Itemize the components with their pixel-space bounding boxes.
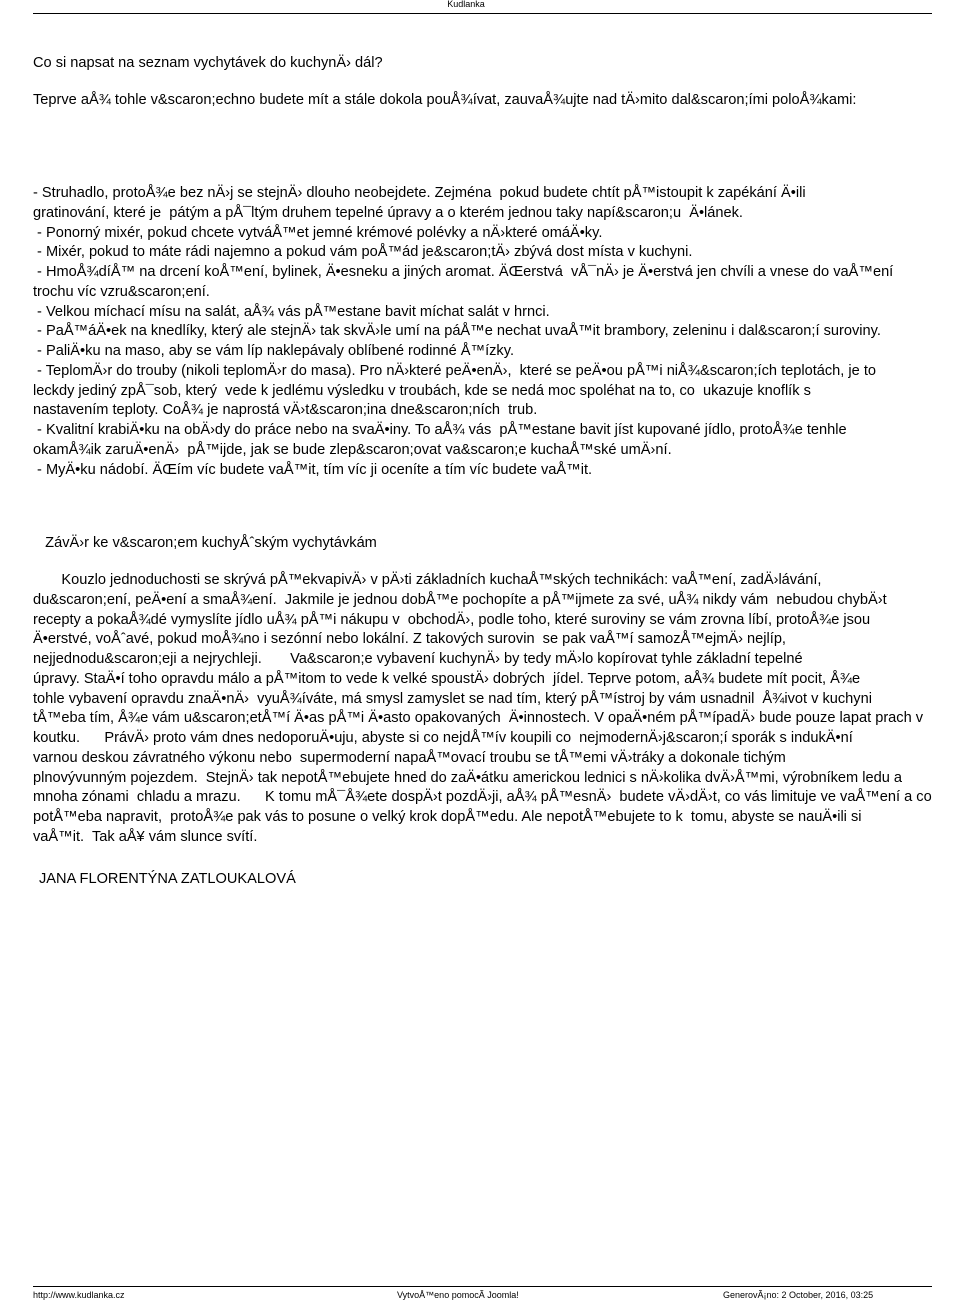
intro-title: Co si napsat na seznam vychytávek do kuchynÄ› dál? bbox=[33, 55, 383, 71]
list-item: - Velkou míchací mísu na salát, aÅ¾ vás pÅ™estane bavit míchat salát v hrnci. bbox=[33, 304, 550, 320]
paragraph-line: tÅ™eba tím, Å¾e vám u&scaron;etÅ™í Ä•as pÅ™i Ä•asto opakovaných Ä•innostech. V opaÄ•ném pÅ™ípadÄ› bude pouze lapat prach v bbox=[33, 710, 924, 726]
paragraph-line: vaÅ™it. Tak aÅ¥ vám slunce svítí. bbox=[33, 829, 258, 845]
paragraph-line: úpravy. StaÄ•í toho opravdu málo a pÅ™itom to vede k velké spoustÄ› dobrých jídel. Teprve potom, aÅ¾ budete mít pocit, Å¾e bbox=[33, 671, 861, 687]
paragraph-line: nejjednodu&scaron;eji a nejrychleji. Va&scaron;e vybavení kuchynÄ› by tedy mÄ›lo kopírovat tyhle základní tepelné bbox=[33, 651, 803, 667]
list-item: gratinování, které je pátým a pÅ¯ltým druhem tepelné úpravy a o kterém jednou taky napí&scaron;u Ä•lánek. bbox=[33, 205, 743, 221]
intro-text: Teprve aÅ¾ tohle v&scaron;echno budete mít a stále dokola pouÅ¾ívat, zauvaÅ¾ujte nad tÄ›mito dal&scaron;ími poloÅ¾kami: bbox=[33, 92, 857, 108]
paragraph-line: varnou deskou závratného výkonu nebo supermoderní napaÅ™ovací troubu se tÅ™emi vÄ›tráky a dokonale tichým bbox=[33, 750, 786, 766]
conclusion-title: ZávÄ›r ke v&scaron;em kuchyÅˆským vychytávkám bbox=[33, 535, 377, 551]
paragraph-line: koutku. PrávÄ› proto vám dnes nedoporuÄ•uju, abyste si co nejdÅ™ív koupili co nejmodernÄ›j&scaron;í sporák s indukÄ•ní bbox=[33, 730, 853, 746]
paragraph-line: potÅ™eba napravit, protoÅ¾e pak vás to posune o velký krok dopÅ™edu. Ale nepotÅ™ebujete to k tomu, abyste se nauÄ•ili si bbox=[33, 809, 862, 825]
list-item: - Struhadlo, protoÅ¾e bez nÄ›j se stejnÄ› dlouho neobejdete. Zejména pokud budete chtít pÅ™istoupit k zapékání Ä•ili bbox=[33, 185, 806, 201]
list-item: - Mixér, pokud to máte rádi najemno a pokud vám poÅ™ád je&scaron;tÄ› zbývá dost místa v kuchyni. bbox=[33, 244, 693, 260]
paragraph-line: recepty a pokaÅ¾dé vymyslíte jídlo uÅ¾ pÅ™i nákupu v obchodÄ›, podle toho, které suroviny se vám zrovna líbí, protoÅ¾e jsou bbox=[33, 612, 871, 628]
header-divider bbox=[33, 13, 932, 14]
footer-generated-date: GenerovÃ¡no: 2 October, 2016, 03:25 bbox=[723, 1290, 874, 1300]
site-header bbox=[0, 0, 932, 10]
paragraph-line: plnovývunným pojezdem. StejnÄ› tak nepotÅ™ebujete hned do zaÄ•átku americkou lednici s nÄ›kolika dvÄ›Å™mi, výrobníkem ledu a bbox=[33, 770, 903, 786]
list-item: - PaÅ™áÄ•ek na knedlíky, který ale stejnÄ› tak skvÄ›le umí na páÅ™e nechat uvaÅ™it brambory, zeleninu i dal&scaron;í suroviny. bbox=[33, 323, 881, 339]
footer-site-link[interactable]: http://www.kudlanka.cz bbox=[33, 1290, 125, 1300]
list-item: - Kvalitní krabiÄ•ku na obÄ›dy do práce nebo na svaÄ•iny. To aÅ¾ vás pÅ™estane bavit jíst kupované jídlo, protoÅ¾e tenhle bbox=[33, 422, 847, 438]
list-item: okamÅ¾ik zaruÄ•enÄ› pÅ™ijde, jak se bude zlep&scaron;ovat va&scaron;e kuchaÅ™ské umÄ›ní. bbox=[33, 442, 672, 458]
list-item: nastavením teploty. CoÅ¾ je naprostá vÄ›t&scaron;ina dne&scaron;ních trub. bbox=[33, 402, 538, 418]
paragraph-line: mnoha zónami chladu a mrazu. K tomu mÅ¯Å¾ete dospÄ›t pozdÄ›ji, aÅ¾ pÅ™esnÄ› budete vÄ›dÄ›t, co vás limituje ve vaÅ™ení a co bbox=[33, 789, 932, 805]
footer-divider bbox=[33, 1286, 932, 1287]
paragraph-line: du&scaron;ení, peÄ•ení a smaÅ¾ení. Jakmile je jednou dobÅ™e pochopíte a pÅ™ijmete za své, uÅ¾ nikdy vám nebudou chybÄ›t bbox=[33, 592, 887, 608]
list-item: - PaliÄ•ku na maso, aby se vám líp naklepávaly oblíbené rodinné Å™ízky. bbox=[33, 343, 515, 359]
paragraph-line: Ä•erstvé, voÅˆavé, pokud moÅ¾no i sezónní nebo lokální. Z takových surovin se pak vaÅ™í samozÅ™ejmÄ› nejlíp, bbox=[33, 631, 786, 647]
article-author: JANA FLORENTÝNA ZATLOUKALOVÁ bbox=[39, 871, 296, 887]
paragraph-line: tohle vybavení opravdu znaÄ•nÄ› vyuÅ¾íváte, má smysl zamyslet se nad tím, který pÅ™ístroj by vám usnadnil Å¾ivot v kuchyni bbox=[33, 691, 872, 707]
list-item: - HmoÅ¾díÅ™ na drcení koÅ™ení, bylinek, Ä•esneku a jiných aromat. ÄŒerstvá vÅ¯nÄ› je Ä•erstvá jen chvíli a vnese do vaÅ™ení bbox=[33, 264, 894, 280]
paragraph-line: Kouzlo jednoduchosti se skrývá pÅ™ekvapivÄ› v pÄ›ti základních kuchaÅ™ských technikách: vaÅ™ení, zadÄ›lávání, bbox=[33, 572, 822, 588]
footer-powered-by: VytvoÅ™eno pomocÃ Joomla! bbox=[397, 1290, 519, 1300]
list-item: trochu víc vzru&scaron;ení. bbox=[33, 284, 210, 300]
list-item: - Ponorný mixér, pokud chcete vytváÅ™et jemné krémové polévky a nÄ›které omáÄ•ky. bbox=[33, 225, 603, 241]
list-item: leckdy jediný zpÅ¯sob, který vede k jedlému výsledku v troubách, kde se nedá moc spoléhat na to, co ukazuje knoflík s bbox=[33, 383, 811, 399]
list-item: - MyÄ•ku nádobí. ÄŒím víc budete vaÅ™it, tím víc ji oceníte a tím víc budete vaÅ™it. bbox=[33, 462, 593, 478]
site-title: Kudlanka bbox=[447, 0, 485, 9]
list-item: - TeplomÄ›r do trouby (nikoli teplomÄ›r do masa). Pro nÄ›které peÄ•enÄ›, které se peÄ•ou pÅ™i niÅ¾&scaron;ích teplotách, je to bbox=[33, 363, 876, 379]
